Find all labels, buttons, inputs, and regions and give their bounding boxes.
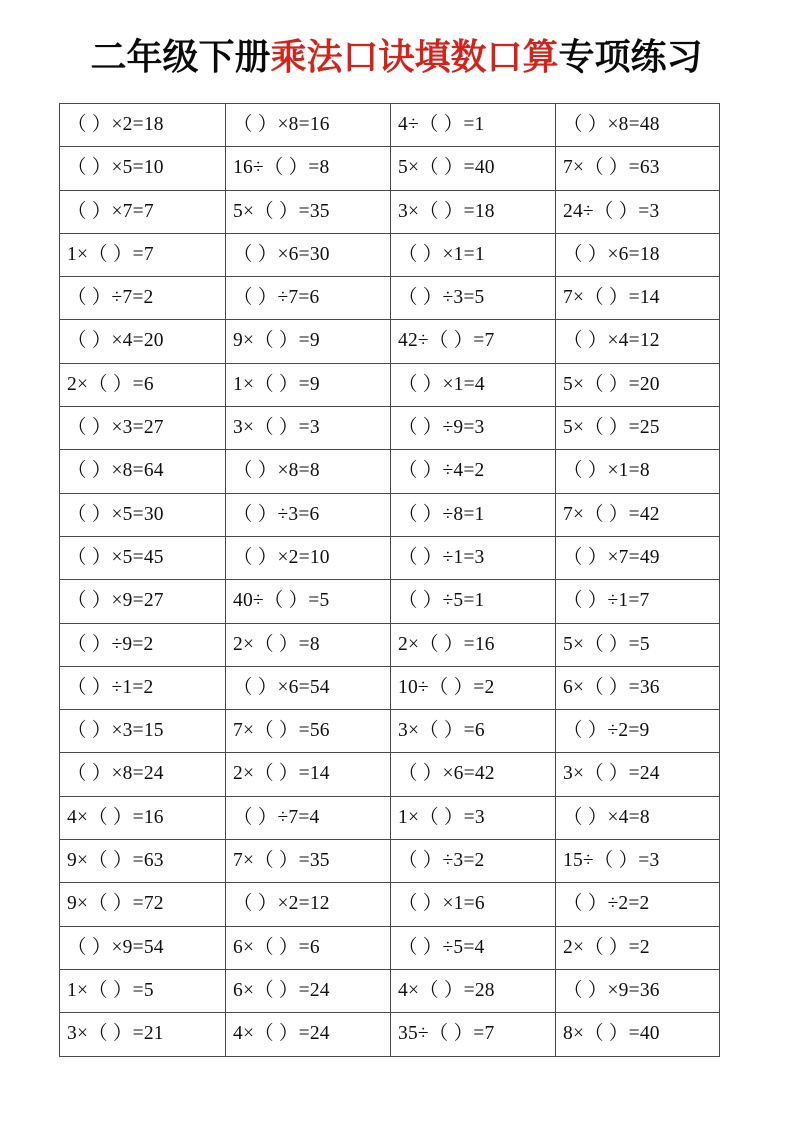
title-prefix: 二年级下册 <box>90 36 271 77</box>
table-row <box>60 666 720 709</box>
problem-cell[interactable]: 42÷（ ）=7 <box>391 320 556 363</box>
problem-cell[interactable]: （ ）÷9=2 <box>60 623 226 666</box>
problem-cell[interactable]: 6×（ ）=36 <box>556 666 720 709</box>
problem-cell[interactable]: （ ）×4=8 <box>556 796 720 839</box>
problem-cell[interactable]: （ ）×5=10 <box>60 147 226 190</box>
problem-cell[interactable]: 2×（ ）=6 <box>60 363 226 406</box>
problem-cell[interactable]: （ ）×6=30 <box>226 233 391 276</box>
problem-cell[interactable]: 7×（ ）=42 <box>556 493 720 536</box>
problem-cell[interactable]: 7×（ ）=63 <box>556 147 720 190</box>
problem-cell[interactable]: 5×（ ）=5 <box>556 623 720 666</box>
problem-cell[interactable]: 40÷（ ）=5 <box>226 580 391 623</box>
problem-cell[interactable]: （ ）÷8=1 <box>391 493 556 536</box>
table-row <box>60 407 720 450</box>
table-row <box>60 233 720 276</box>
problem-cell[interactable]: （ ）×3=15 <box>60 710 226 753</box>
problem-cell[interactable]: （ ）÷7=4 <box>226 796 391 839</box>
problem-cell[interactable]: 24÷（ ）=3 <box>556 190 720 233</box>
table-row <box>60 580 720 623</box>
table-row <box>60 493 720 536</box>
problem-cell[interactable]: （ ）÷1=7 <box>556 580 720 623</box>
table-row <box>60 623 720 666</box>
problem-cell[interactable]: 16÷（ ）=8 <box>226 147 391 190</box>
problem-cell[interactable]: （ ）×5=30 <box>60 493 226 536</box>
problem-cell[interactable]: （ ）÷1=2 <box>60 666 226 709</box>
problem-cell[interactable]: 3×（ ）=18 <box>391 190 556 233</box>
problem-cell[interactable]: 5×（ ）=25 <box>556 407 720 450</box>
table-row <box>60 710 720 753</box>
problem-cell[interactable]: （ ）×2=12 <box>226 883 391 926</box>
problem-cell[interactable]: 4÷（ ）=1 <box>391 104 556 147</box>
problem-cell[interactable]: （ ）×1=4 <box>391 363 556 406</box>
problem-cell[interactable]: 2×（ ）=14 <box>226 753 391 796</box>
page-title <box>0 34 793 80</box>
problem-cell[interactable]: （ ）÷4=2 <box>391 450 556 493</box>
table-row <box>60 104 720 147</box>
problem-cell[interactable]: （ ）÷5=4 <box>391 926 556 969</box>
problem-cell[interactable]: 7×（ ）=14 <box>556 277 720 320</box>
problem-cell[interactable]: （ ）×1=1 <box>391 233 556 276</box>
table-row <box>60 926 720 969</box>
table-row <box>60 883 720 926</box>
problem-cell[interactable]: （ ）÷7=6 <box>226 277 391 320</box>
problem-cell[interactable]: （ ）×8=48 <box>556 104 720 147</box>
problem-cell[interactable]: 5×（ ）=20 <box>556 363 720 406</box>
table-row <box>60 796 720 839</box>
table-row <box>60 753 720 796</box>
problem-cell[interactable]: （ ）×2=10 <box>226 536 391 579</box>
problem-cell[interactable]: （ ）×9=27 <box>60 580 226 623</box>
problem-cell[interactable]: （ ）÷7=2 <box>60 277 226 320</box>
problem-cell[interactable]: （ ）×6=54 <box>226 666 391 709</box>
problem-cell[interactable]: （ ）×5=45 <box>60 536 226 579</box>
problem-cell[interactable]: （ ）÷3=2 <box>391 840 556 883</box>
problem-cell[interactable]: 9×（ ）=9 <box>226 320 391 363</box>
problem-cell[interactable]: （ ）×4=12 <box>556 320 720 363</box>
problem-cell[interactable]: （ ）×1=8 <box>556 450 720 493</box>
problem-cell[interactable]: （ ）÷2=9 <box>556 710 720 753</box>
table-row <box>60 536 720 579</box>
problem-cell[interactable]: 10÷（ ）=2 <box>391 666 556 709</box>
problem-cell[interactable]: 2×（ ）=2 <box>556 926 720 969</box>
problems-table-body <box>60 104 720 1057</box>
problem-cell[interactable]: 4×（ ）=16 <box>60 796 226 839</box>
problem-cell[interactable]: 3×（ ）=6 <box>391 710 556 753</box>
problem-cell[interactable]: （ ）×4=20 <box>60 320 226 363</box>
problem-cell[interactable]: （ ）×8=8 <box>226 450 391 493</box>
table-row <box>60 969 720 1012</box>
problem-cell[interactable]: 7×（ ）=56 <box>226 710 391 753</box>
problem-cell[interactable]: （ ）×6=42 <box>391 753 556 796</box>
problem-cell[interactable]: （ ）×8=24 <box>60 753 226 796</box>
table-row <box>60 320 720 363</box>
problem-cell[interactable]: （ ）×1=6 <box>391 883 556 926</box>
problem-cell[interactable]: 4×（ ）=24 <box>226 1013 391 1056</box>
problem-cell[interactable]: 5×（ ）=35 <box>226 190 391 233</box>
problem-cell[interactable]: 6×（ ）=6 <box>226 926 391 969</box>
problem-cell[interactable]: （ ）×7=7 <box>60 190 226 233</box>
table-row <box>60 840 720 883</box>
problem-cell[interactable]: （ ）÷3=6 <box>226 493 391 536</box>
problem-cell[interactable]: 1×（ ）=3 <box>391 796 556 839</box>
problem-cell[interactable]: （ ）×3=27 <box>60 407 226 450</box>
problem-cell[interactable]: 35÷（ ）=7 <box>391 1013 556 1056</box>
problem-cell[interactable]: 3×（ ）=24 <box>556 753 720 796</box>
problem-cell[interactable]: 5×（ ）=40 <box>391 147 556 190</box>
problem-cell[interactable]: （ ）×6=18 <box>556 233 720 276</box>
problem-cell[interactable]: 9×（ ）=63 <box>60 840 226 883</box>
problem-cell[interactable]: 3×（ ）=21 <box>60 1013 226 1056</box>
problem-cell[interactable]: 2×（ ）=8 <box>226 623 391 666</box>
problem-cell[interactable]: 1×（ ）=5 <box>60 969 226 1012</box>
problem-cell[interactable]: 9×（ ）=72 <box>60 883 226 926</box>
problem-cell[interactable]: 6×（ ）=24 <box>226 969 391 1012</box>
problem-cell[interactable]: 7×（ ）=35 <box>226 840 391 883</box>
problem-cell[interactable]: （ ）×8=64 <box>60 450 226 493</box>
problem-cell[interactable]: （ ）×9=54 <box>60 926 226 969</box>
problem-cell[interactable]: 2×（ ）=16 <box>391 623 556 666</box>
problem-cell[interactable]: （ ）÷5=1 <box>391 580 556 623</box>
problem-cell[interactable]: 3×（ ）=3 <box>226 407 391 450</box>
table-row <box>60 190 720 233</box>
table-row <box>60 277 720 320</box>
problems-table <box>59 103 720 1057</box>
table-row <box>60 1013 720 1056</box>
problem-cell[interactable]: 4×（ ）=28 <box>391 969 556 1012</box>
table-row <box>60 363 720 406</box>
title-suffix: 专项练习 <box>558 36 703 77</box>
problem-cell[interactable]: （ ）×2=18 <box>60 104 226 147</box>
problem-cell[interactable]: （ ）÷9=3 <box>391 407 556 450</box>
problem-cell[interactable]: 1×（ ）=9 <box>226 363 391 406</box>
problem-cell[interactable]: （ ）×9=36 <box>556 969 720 1012</box>
problem-cell[interactable]: （ ）÷2=2 <box>556 883 720 926</box>
problem-cell[interactable]: 8×（ ）=40 <box>556 1013 720 1056</box>
table-row <box>60 147 720 190</box>
table-row <box>60 450 720 493</box>
problem-cell[interactable]: （ ）÷1=3 <box>391 536 556 579</box>
title-highlight: 乘法口诀填数口算 <box>270 36 559 77</box>
problem-cell[interactable]: 1×（ ）=7 <box>60 233 226 276</box>
problem-cell[interactable]: （ ）÷3=5 <box>391 277 556 320</box>
problem-cell[interactable]: （ ）×7=49 <box>556 536 720 579</box>
problem-cell[interactable]: （ ）×8=16 <box>226 104 391 147</box>
problem-cell[interactable]: 15÷（ ）=3 <box>556 840 720 883</box>
